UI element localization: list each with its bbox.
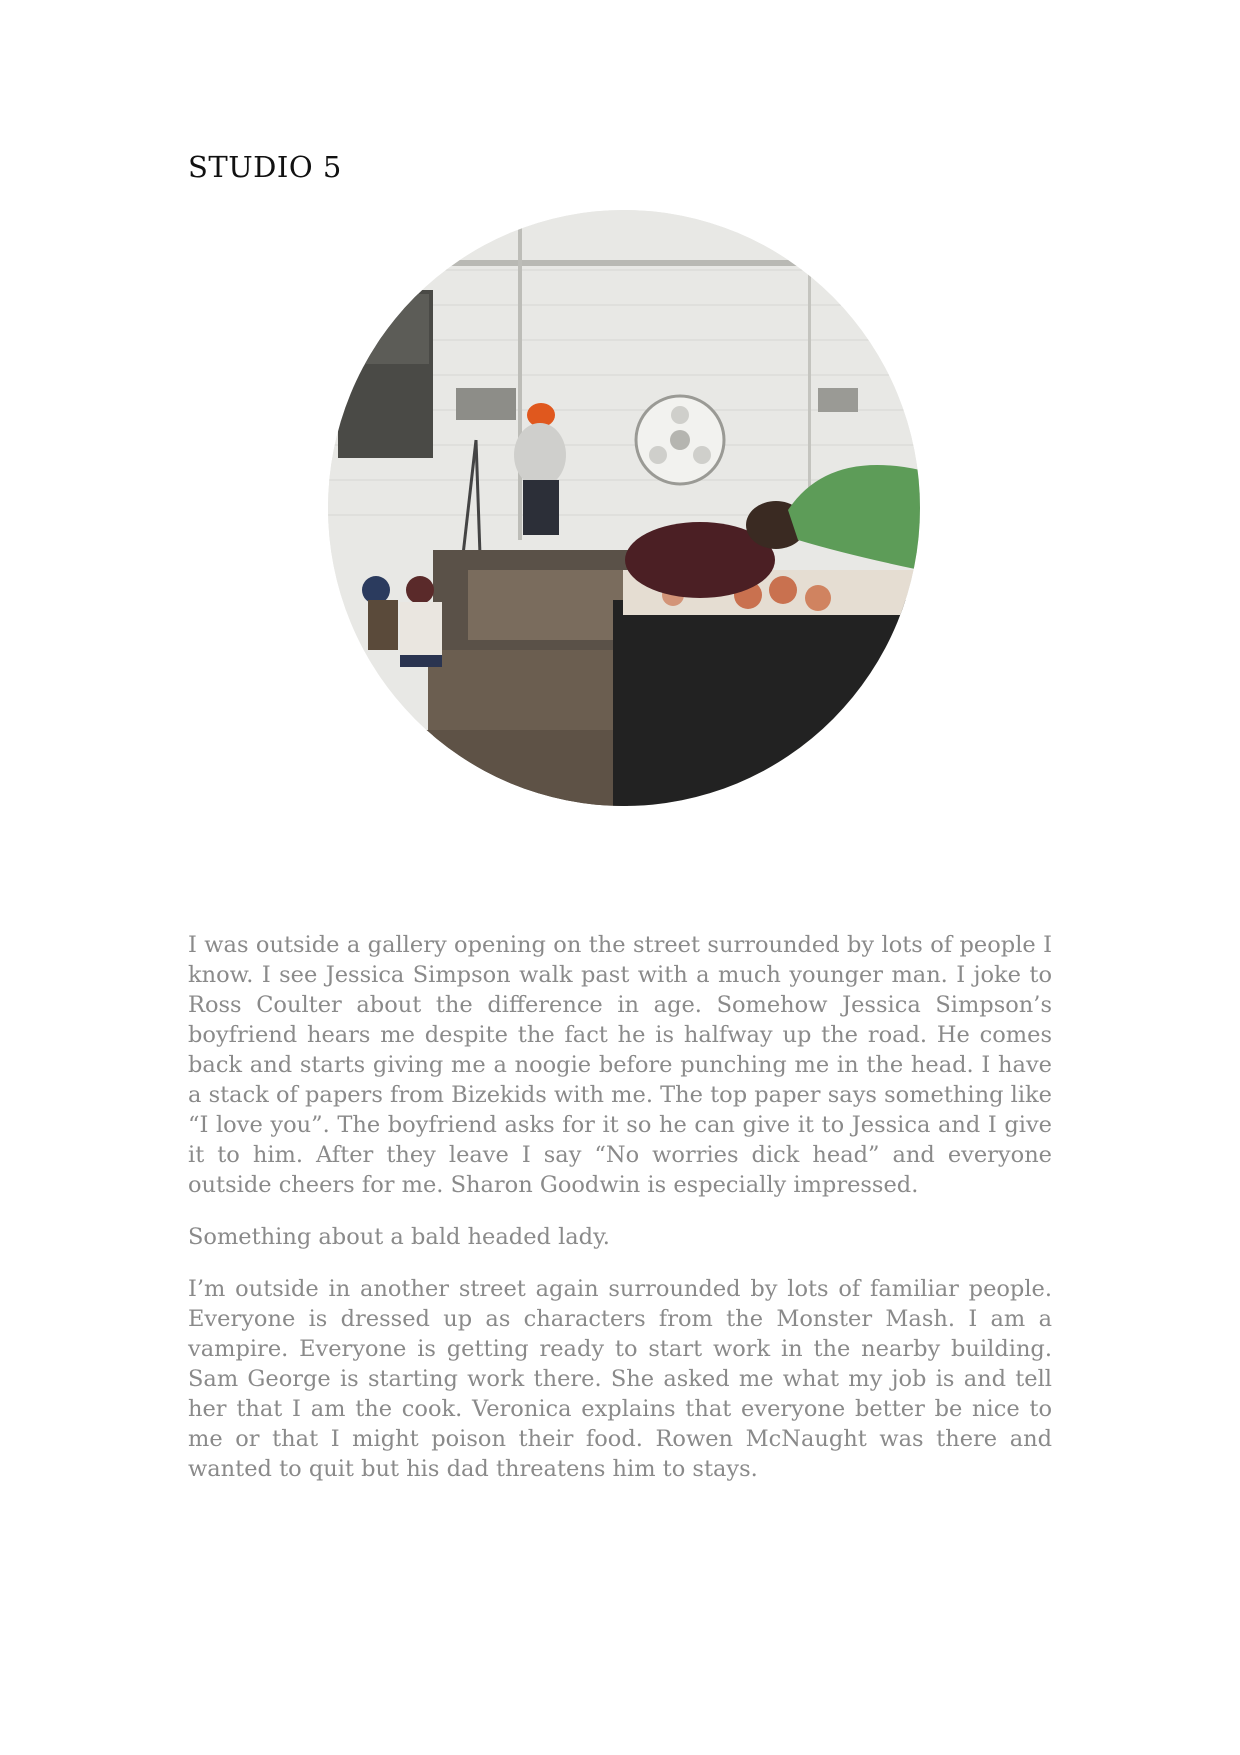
studio-photo-illustration — [328, 210, 920, 806]
child-cap — [362, 576, 390, 604]
child-head — [406, 576, 434, 604]
vertical-pipe — [518, 210, 522, 540]
paragraph-2: Something about a bald headed lady. — [188, 1224, 610, 1250]
child-dress — [400, 602, 442, 657]
studio-photo — [328, 210, 920, 806]
horizontal-pipe — [328, 260, 920, 266]
grey-wig — [514, 423, 566, 487]
story-text — [188, 930, 1052, 1506]
mannequin-body — [523, 480, 559, 535]
black-plinth — [613, 600, 920, 806]
page-title: STUDIO 5 — [188, 150, 342, 184]
paragraph-3: I’m outside in another street again surrounded by lots of familiar people. Everyone is dressed up as characters from the Monster Mash. I am a vampire. Everyone is getting ready to start work in the nearby building. Sam George is starting work there. She asked me what my job is and tell her that I am the cook. Veronica explains that everyone better be nice to me or that I might poison their food. Rowen McNaught was there and wanted to quit but his dad threatens him to stays. — [188, 1276, 1052, 1482]
paragraph-1: I was outside a gallery opening on the street surrounded by lots of people I know. I see Jessica Simpson walk past with a much younger man. I joke to Ross Coulter about the difference in age. Somehow Jessica Simpson’s boyfriend hears me despite the fact he is halfway up the road. He comes back and starts giving me a noogie before punching me in the head. I have a stack of papers from Bizekids with me. The top paper says something like “I love you”. The boyfriend asks for it so he can give it to Jessica and I give it to him. After they leave I say “No worries dick head” and everyone outside cheers for me. Sharon Goodwin is especially impressed. — [188, 932, 1052, 1198]
wall-poster — [456, 388, 516, 420]
